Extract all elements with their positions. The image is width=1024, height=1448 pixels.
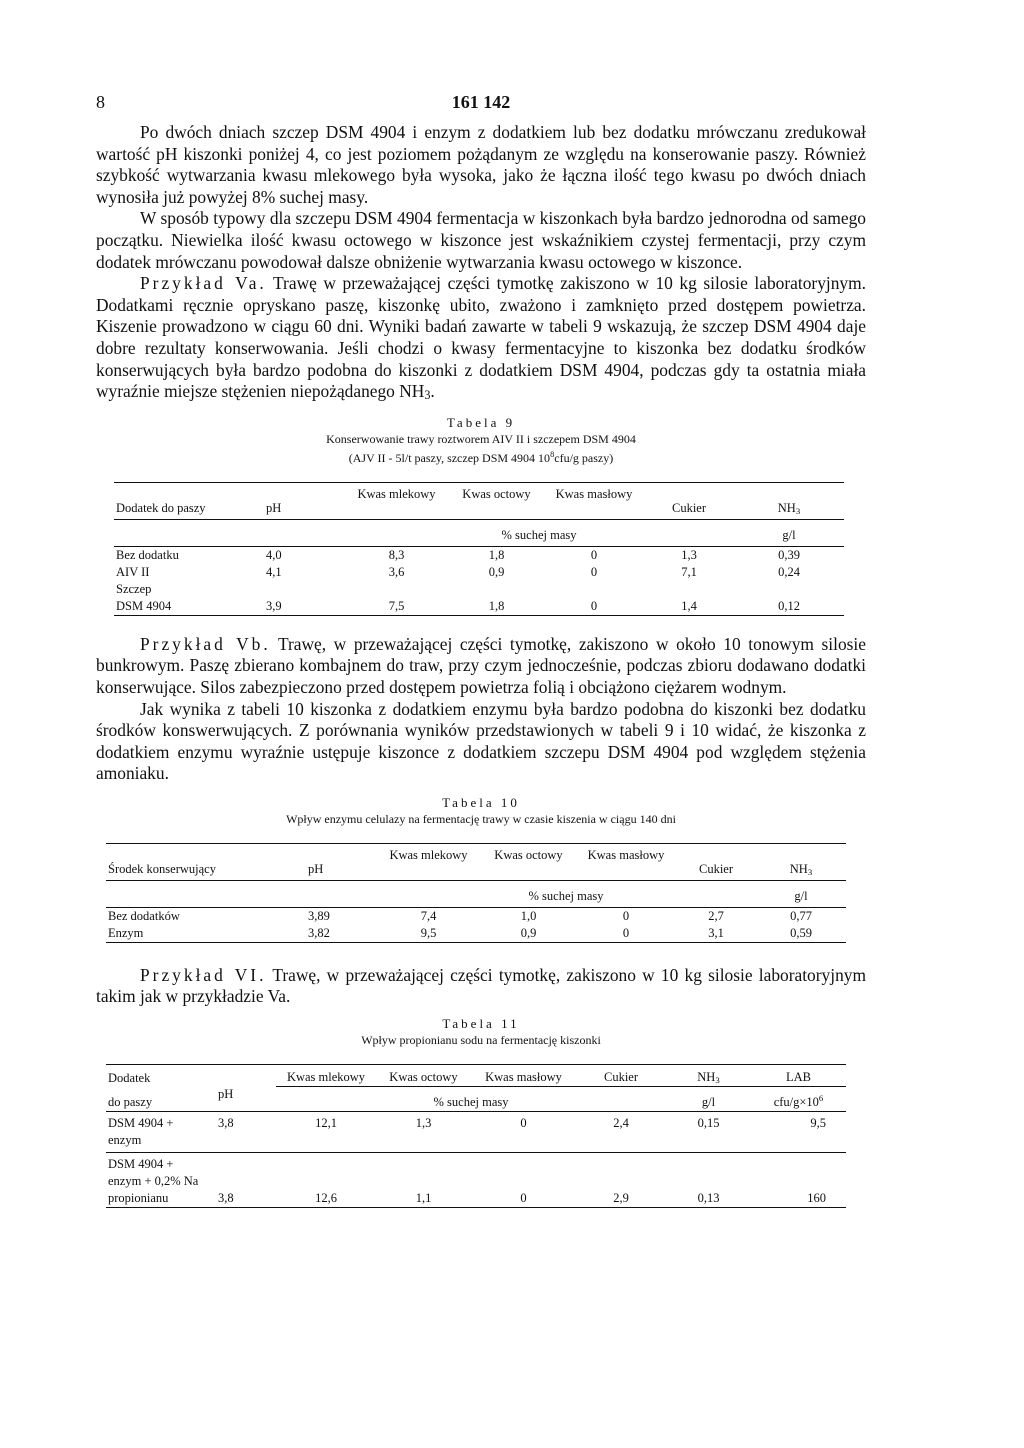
cell-lactic: 12,1	[315, 1116, 337, 1131]
table-row	[114, 598, 844, 616]
paragraph: Po dwóch dniach szczep DSM 4904 i enzym z dodatkiem lub bez dodatku mrówczanu zredukował wartość pH kiszonki poniżej 4, co jest poziomem pożądanym ze względu na konserowanie paszy. Również szybkość wytwarzania kwasu mlekowego była wysoka, jako że łączna ilość tego kwasu po dwóch dniach wynosiła już powyżej 8% suchej masy.	[96, 122, 866, 207]
cell-butyric: 0	[520, 1191, 527, 1206]
header-additive-2: do paszy	[108, 1095, 153, 1110]
cell-lactic: 7,4	[420, 908, 437, 923]
table-row	[106, 1190, 846, 1208]
table-row	[106, 1132, 846, 1153]
header-nh3	[666, 1065, 751, 1087]
cell-butyric: 0	[590, 564, 598, 579]
cfu-text: cfu/g×10	[773, 1095, 819, 1110]
table-row	[106, 925, 846, 943]
row-label: propionianu	[108, 1191, 169, 1206]
header-agent: Środek konserwujący	[108, 861, 216, 876]
cell-lactic: 12,6	[315, 1191, 337, 1206]
cell-sugar: 2,9	[613, 1191, 629, 1206]
row-label: AIV II	[116, 564, 150, 579]
cell-acetic: 1,3	[415, 1116, 432, 1131]
cell-acetic: 1,8	[488, 598, 505, 613]
header-butyric: Kwas masłowy	[587, 847, 665, 862]
cell-sugar: 2,4	[613, 1116, 629, 1131]
header-additive: Dodatek do paszy	[116, 500, 206, 515]
cell-sugar: 1,4	[681, 598, 697, 613]
cell-nh3: 0,24	[778, 564, 800, 579]
row-label: DSM 4904	[116, 598, 172, 613]
header-lactic: Kwas mlekowy	[286, 1070, 366, 1085]
subscript: 3	[807, 866, 813, 877]
unit-gl: g/l	[666, 1087, 751, 1112]
row-label: DSM 4904 +	[108, 1116, 174, 1131]
cell-acetic: 1,8	[488, 547, 505, 562]
paragraph: Jak wynika z tabeli 10 kiszonka z dodatkiem enzymu była bardzo podobna do kiszonki bez dodatku środków konswerwujących. Z porównania wyników przedstawionych w tabeli 9 i 10 widać, że kiszonka z dodatkiem enzymu wyraźnie ustępuje kiszonce z dodatkiem szczepu DSM 4904 pod względem stężenia amoniaku.	[96, 698, 866, 784]
subscript: 3	[715, 1075, 720, 1086]
table-row	[114, 546, 844, 564]
unit-dry-mass: % suchej masy	[376, 880, 756, 907]
table-10	[106, 843, 846, 943]
table-row	[106, 907, 846, 925]
header-ph: pH	[308, 861, 324, 876]
row-label: Bez dodatku	[116, 547, 179, 562]
page-header	[96, 88, 866, 114]
row-label: Enzym	[108, 925, 144, 940]
header-acetic: Kwas octowy	[462, 486, 531, 501]
cell-lactic: 7,5	[388, 598, 405, 613]
subtitle-part: (AJV II - 5l/t paszy, szczep DSM 4904 10	[348, 450, 551, 465]
unit-gl: g/l	[734, 519, 844, 546]
header-nh3	[734, 482, 844, 519]
cell-ph: 4,0	[266, 547, 282, 562]
example-vi-paragraph	[96, 965, 866, 1008]
subscript: 3	[424, 388, 431, 403]
document-page	[96, 88, 866, 1208]
subscript: 3	[795, 505, 801, 516]
cell-sugar: 7,1	[681, 564, 697, 579]
page-number: 8	[96, 92, 105, 112]
unit-dry-mass: % suchej masy	[276, 1087, 666, 1112]
row-label: Szczep	[116, 581, 152, 596]
example-text: Trawę, w przeważającej części tymotkę, zakiszono w około 10 tonowym silosie bunkrowym. Paszę zbierano kombajnem do traw, przy czym jednocześnie, podczas zbioru dodawano dodatki konserwujące. Silos zabezpieczono przed dostępem powietrza folią i obciążono ciężarem wodnym.	[96, 633, 866, 697]
cell-nh3: 0,77	[790, 908, 812, 923]
cell-nh3: 0,59	[790, 925, 812, 940]
cell-acetic: 0,9	[520, 925, 537, 940]
table-row	[106, 1173, 846, 1190]
document-number: 161 142	[451, 92, 511, 112]
cell-sugar: 1,3	[681, 547, 697, 562]
header-ph: pH	[218, 1087, 234, 1102]
cell-butyric: 0	[622, 908, 630, 923]
cell-lactic: 9,5	[420, 925, 437, 940]
nh3-text: NH	[789, 861, 808, 876]
text-end: .	[430, 381, 435, 402]
row-label: enzym + 0,2% Na	[108, 1174, 199, 1189]
header-lactic: Kwas mlekowy	[389, 847, 468, 862]
paragraph: W sposób typowy dla szczepu DSM 4904 fermentacja w kiszonkach była bardzo jednorodna od samego początku. Niewielka ilość kwasu octowego w kiszonce jest wskaźnikiem czystej fermentacji, przy czym dodatek mrówczanu powodował dalsze obniżenie wytwarzania kwasu octowego w kiszonce.	[96, 208, 866, 272]
cell-ph: 3,8	[218, 1116, 234, 1131]
cell-acetic: 0,9	[488, 564, 505, 579]
cell-sugar: 2,7	[708, 908, 724, 923]
header-nh3	[756, 843, 846, 880]
table-11	[106, 1064, 846, 1208]
header-additive: Dodatek	[108, 1070, 151, 1085]
nh3-text: NH	[697, 1070, 716, 1085]
cell-butyric: 0	[622, 925, 630, 940]
unit-gl: g/l	[756, 880, 846, 907]
cell-ph: 4,1	[266, 564, 282, 579]
cell-nh3: 0,39	[778, 547, 800, 562]
table-11-title: Wpływ propionianu sodu na fermentację kiszonki	[361, 1033, 601, 1048]
row-label: Bez dodatków	[108, 908, 180, 923]
cell-lactic: 8,3	[388, 547, 405, 562]
header-acetic: Kwas octowy	[389, 1070, 458, 1085]
subtitle-part: cfu/g paszy)	[554, 450, 614, 465]
cell-butyric: 0	[520, 1116, 527, 1131]
cell-lab: 9,5	[810, 1116, 826, 1131]
table-9-subtitle	[96, 447, 866, 466]
cell-butyric: 0	[590, 547, 598, 562]
header-lab: LAB	[786, 1070, 811, 1085]
example-vb-paragraph	[96, 634, 866, 699]
cell-butyric: 0	[590, 598, 598, 613]
cell-acetic: 1,0	[520, 908, 537, 923]
example-va-paragraph	[96, 273, 866, 407]
example-label: Przykład VI.	[140, 964, 267, 985]
table-10-title: Wpływ enzymu celulazy na fermentację trawy w czasie kiszenia w ciągu 140 dni	[286, 811, 676, 826]
table-row	[114, 564, 844, 581]
row-label: DSM 4904 +	[108, 1157, 174, 1172]
example-label: Przykład Vb.	[140, 633, 271, 654]
table-row	[106, 1112, 846, 1133]
table-9	[114, 482, 844, 616]
cell-nh3: 0,15	[697, 1116, 720, 1131]
table-11-name: Tabela 11	[442, 1016, 520, 1032]
table-row	[106, 1153, 846, 1174]
row-label: enzym	[108, 1133, 142, 1148]
header-butyric: Kwas masłowy	[555, 486, 633, 501]
cell-ph: 3,9	[266, 598, 282, 613]
header-lactic: Kwas mlekowy	[357, 486, 436, 501]
table-9-name: Tabela 9	[446, 414, 516, 430]
cell-lab: 160	[807, 1191, 826, 1206]
cell-acetic: 1,1	[415, 1191, 432, 1206]
cell-nh3: 0,12	[778, 598, 800, 613]
cell-nh3: 0,13	[697, 1191, 720, 1206]
superscript: 8	[550, 449, 555, 459]
example-text: Trawę w przeważającej części tymotkę zakiszono w 10 kg silosie laboratoryjnym. Dodatkami ręcznie opryskano paszę, kiszonkę ubito, zważono i zamknięto przed dostępem powietrza. Kiszenie prowadzono w ciągu 60 dni. Wyniki badań zawarte w tabeli 9 wskazują, że szczep DSM 4904 daje dobre rezultaty konserwowania. Jeśli chodzi o kwasy fermentacyjne to kiszonka bez dodatku środków konserwujących była bardzo podobna do kiszonki z dodatkiem DSM 4904, podczas gdy ta ostatnia miała wyraźnie miejsze stężenien niepożądanego NH	[96, 273, 866, 402]
header-ph: pH	[266, 500, 282, 515]
header-butyric: Kwas masłowy	[485, 1070, 562, 1085]
cell-ph: 3,8	[218, 1191, 234, 1206]
example-text: Trawę, w przeważającej części tymotkę, zakiszono w 10 kg silosie laboratoryjnym takim jak w przykładzie Va.	[96, 964, 866, 1007]
table-9-title: Konserwowanie trawy roztworem AIV II i szczepem DSM 4904	[326, 431, 636, 446]
header-acetic: Kwas octowy	[494, 847, 563, 862]
header-sugar: Cukier	[698, 861, 734, 876]
unit-dry-mass: % suchej masy	[344, 519, 734, 546]
cell-ph: 3,89	[308, 908, 330, 923]
nh3-text: NH	[777, 500, 796, 515]
table-row	[114, 581, 844, 598]
cell-sugar: 3,1	[708, 925, 724, 940]
example-label: Przykład Va.	[140, 273, 267, 294]
cell-ph: 3,82	[308, 925, 330, 940]
header-sugar: Cukier	[603, 1070, 639, 1085]
table-10-name: Tabela 10	[442, 794, 520, 810]
superscript: 6	[818, 1093, 824, 1104]
header-sugar: Cukier	[671, 500, 707, 515]
cell-lactic: 3,6	[388, 564, 405, 579]
unit-cfu	[751, 1087, 846, 1112]
